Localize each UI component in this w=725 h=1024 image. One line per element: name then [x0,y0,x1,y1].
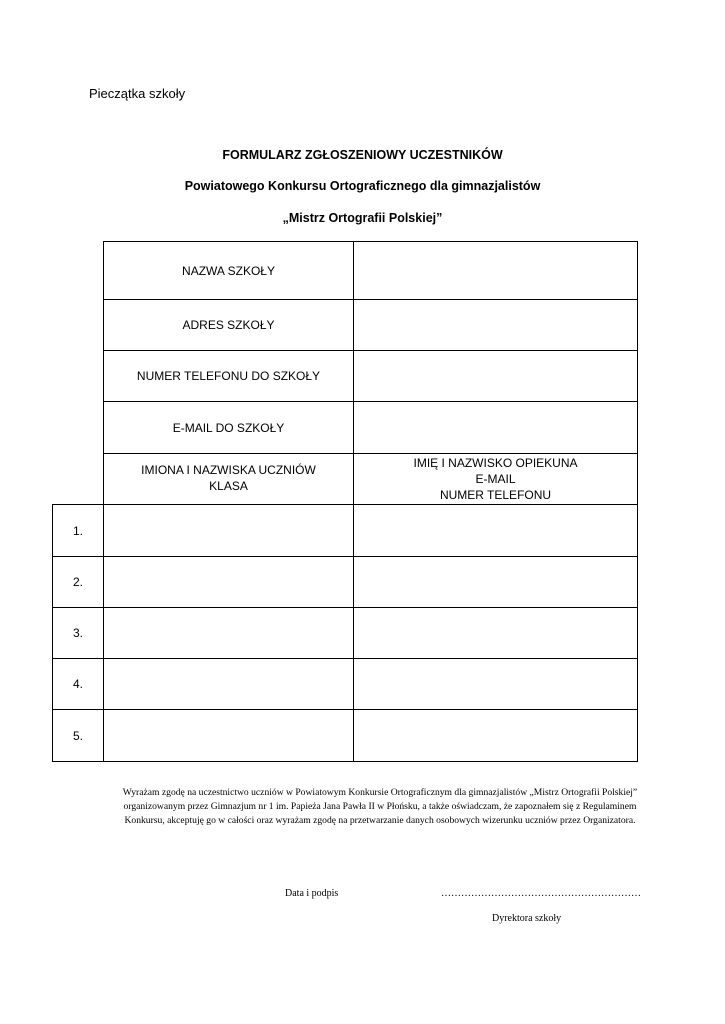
row-number: 3. [72,626,83,640]
school-stamp-label: Pieczątka szkoły [89,86,186,101]
table-line [637,241,638,762]
guardian-field[interactable] [354,505,637,556]
table-line [52,761,638,762]
school-email-label: E-MAIL DO SZKOŁY [172,420,285,435]
school-name-field[interactable] [354,242,637,299]
school-phone-field[interactable] [354,351,637,401]
school-address-label: ADRES SZKOŁY [182,318,275,332]
guardian-field[interactable] [354,710,637,761]
consent-statement [110,786,650,828]
student-field[interactable] [104,557,353,607]
school-name-label: NAZWA SZKOŁY [182,263,275,278]
student-field[interactable] [104,710,353,761]
consent-line: Konkursu, akceptuję go w całości oraz wyrażam zgodę na przetwarzanie danych osobowych wizerunku uczniów przez Organizatora. [124,815,636,826]
class-header-line: KLASA [209,479,248,493]
signer-role: Dyrektora szkoły [492,913,562,924]
guardian-phone-header-line: NUMER TELEFONU [439,488,552,502]
guardian-field[interactable] [354,608,637,658]
school-address-field[interactable] [354,300,637,350]
consent-line: organizowanym przez Gimnazjum nr 1 im. Papieża Jana Pawła II w Płońsku, a także oświadczam, że zapoznałem się z Regulaminem [123,801,637,812]
school-phone-label: NUMER TELEFONU DO SZKOŁY [136,369,321,383]
signature-line[interactable]: …………………………………………………… [441,888,641,899]
date-signature-label: Data i podpis [285,888,339,899]
guardian-email-header-line: E-MAIL [475,472,516,486]
students-column-header [104,454,353,504]
row-number: 1. [72,523,83,538]
student-field[interactable] [104,505,353,556]
students-header-line: IMIONA I NAZWISKA UCZNIÓW [141,463,316,477]
row-number: 5. [72,728,83,743]
school-email-field[interactable] [354,402,637,453]
row-number: 2. [72,575,83,589]
guardian-field[interactable] [354,557,637,607]
contest-name: „Mistrz Ortografii Polskiej” [282,211,443,225]
form-subtitle: Powiatowego Konkursu Ortograficznego dla gimnazjalistów [184,179,541,193]
guardian-column-header [354,454,637,504]
student-field[interactable] [104,659,353,709]
guardian-field[interactable] [354,659,637,709]
row-number: 4. [72,677,83,691]
student-field[interactable] [104,608,353,658]
form-title: FORMULARZ ZGŁOSZENIOWY UCZESTNIKÓW [222,148,503,162]
guardian-name-header-line: IMIĘ I NAZWISKO OPIEKUNA [413,456,578,470]
consent-line: Wyrażam zgodę na uczestnictwo uczniów w Powiatowym Konkursie Ortograficznym dla gimnazjalistów „Mistrz Ortografii Polskiej” [122,787,638,798]
